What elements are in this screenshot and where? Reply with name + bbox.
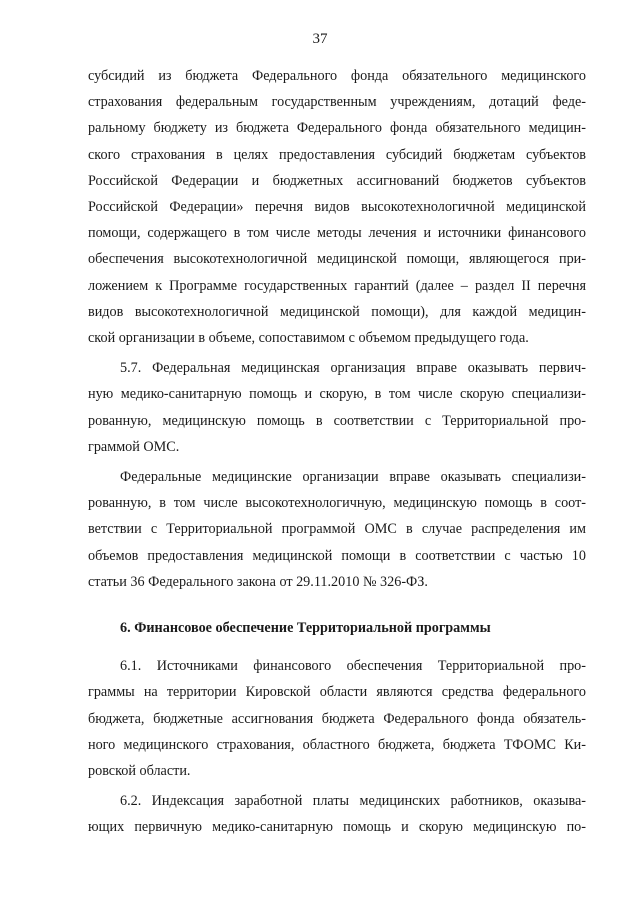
text-line: ской организации в объеме, сопоставимом с объемом предыдущего года.: [88, 330, 529, 347]
text-line: рованную, медицинскую помощь в соответствии с Территориальной про-: [88, 412, 586, 429]
paragraph-6-1: [88, 653, 586, 784]
paragraph-continuation: [88, 63, 586, 351]
text-line: 6.2. Индексация заработной платы медицинских работников, оказыва-: [120, 793, 586, 810]
text-line: статьи 36 Федерального закона от 29.11.2010 № 326-ФЗ.: [88, 573, 428, 590]
text-line: Российской Федерации» перечня видов высокотехнологичной медицинской: [88, 199, 586, 216]
text-line: ского страхования в целях предоставления субсидий бюджетам субъектов: [88, 146, 586, 163]
text-line: субсидий из бюджета Федерального фонда обязательного медицинского: [88, 68, 586, 84]
text-line: ную медико-санитарную помощь и скорую, в том числе скорую специализи-: [88, 386, 586, 403]
text-line: рованную, в том числе высокотехнологичную, медицинскую помощь в соот-: [88, 495, 586, 512]
text-line: ровской области.: [88, 763, 191, 780]
text-line: помощи, содержащего в том числе методы лечения и источники финансового: [88, 225, 586, 242]
paragraph-5-7: [88, 355, 586, 460]
text-line: Федеральные медицинские организации вправе оказывать специализи-: [120, 469, 586, 486]
page-number: 37: [312, 31, 328, 47]
text-line: видов высокотехнологичной медицинской помощи), для каждой медицин-: [88, 303, 586, 320]
text-line: обеспечения высокотехнологичной медицинской помощи, являющегося при-: [88, 251, 586, 268]
text-line: бюджета, бюджетные ассигнования бюджета Федерального фонда обязатель-: [88, 710, 586, 727]
paragraph-federal-organizations: [88, 464, 586, 595]
text-line: Российской Федерации и бюджетных ассигнований бюджетов субъектов: [88, 172, 586, 189]
paragraph-6-2: [88, 788, 586, 840]
text-line: ного медицинского страхования, областного бюджета, бюджета ТФОМС Ки-: [88, 736, 586, 753]
text-line: 5.7. Федеральная медицинская организация вправе оказывать первич-: [120, 360, 586, 377]
text-line: граммой ОМС.: [88, 438, 180, 455]
text-line: ветствии с Территориальной программой ОМС в случае распределения им: [88, 521, 586, 538]
document-body: [88, 63, 586, 841]
section-heading: 6. Финансовое обеспечение Территориальной программы: [120, 620, 491, 637]
text-line: ющих первичную медико-санитарную помощь и скорую медицинскую по-: [88, 819, 586, 836]
text-line: ложением к Программе государственных гарантий (далее – раздел II перечня: [88, 277, 586, 294]
text-line: объемов предоставления медицинской помощи в соответствии с частью 10: [88, 547, 586, 564]
text-line: страхования федеральным государственным учреждениям, дотаций феде-: [88, 94, 586, 111]
text-line: ральному бюджету из бюджета Федерального фонда обязательного медицин-: [88, 120, 586, 137]
text-line: 6.1. Источниками финансового обеспечения Территориальной про-: [120, 658, 586, 675]
text-line: граммы на территории Кировской области являются средства федерального: [88, 684, 586, 701]
